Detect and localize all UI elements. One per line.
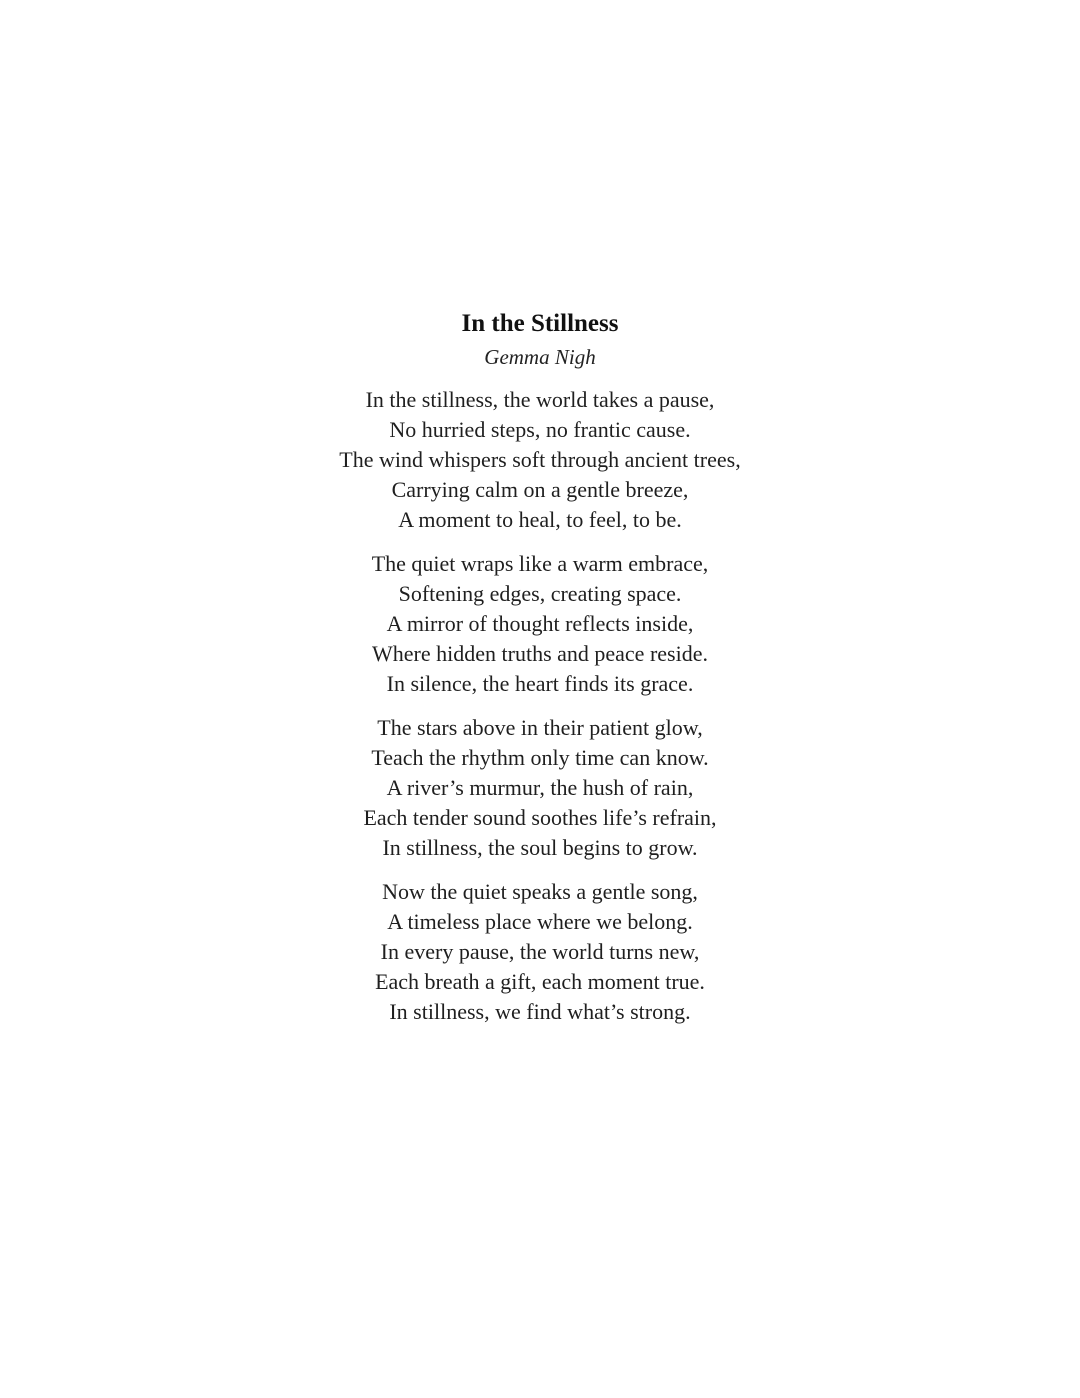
poem-title: In the Stillness [461,310,619,337]
stanza-4 [0,877,1080,1027]
stanza-3 [0,713,1080,863]
poem-line: No hurried steps, no frantic cause. [389,417,691,442]
poem-line: Each tender sound soothes life’s refrain, [363,805,717,830]
poem-line: Each breath a gift, each moment true. [375,969,705,994]
poem-line: In silence, the heart finds its grace. [386,671,694,696]
stanza-2 [0,549,1080,699]
poem-line: The stars above in their patient glow, [377,715,703,740]
poem-line: The wind whispers soft through ancient trees, [339,447,741,472]
poem-line: In every pause, the world turns new, [380,939,700,964]
stanza-1 [0,385,1080,535]
poem-line: In the stillness, the world takes a pause, [365,387,715,412]
poem-author: Gemma Nigh [484,345,596,369]
poem-line: Softening edges, creating space. [398,581,682,606]
poem-line: Now the quiet speaks a gentle song, [382,879,698,904]
poem-line: A river’s murmur, the hush of rain, [386,775,694,800]
poem-line: A moment to heal, to feel, to be. [398,507,682,532]
poem-line: A mirror of thought reflects inside, [386,611,694,636]
poem-line: In stillness, the soul begins to grow. [382,835,698,860]
poem [0,305,1080,1041]
poem-line: A timeless place where we belong. [387,909,693,934]
poem-line: The quiet wraps like a warm embrace, [371,551,709,576]
poem-line: In stillness, we find what’s strong. [389,999,691,1024]
poem-line: Where hidden truths and peace reside. [372,641,708,666]
poem-line: Teach the rhythm only time can know. [371,745,709,770]
poem-line: Carrying calm on a gentle breeze, [391,477,689,502]
